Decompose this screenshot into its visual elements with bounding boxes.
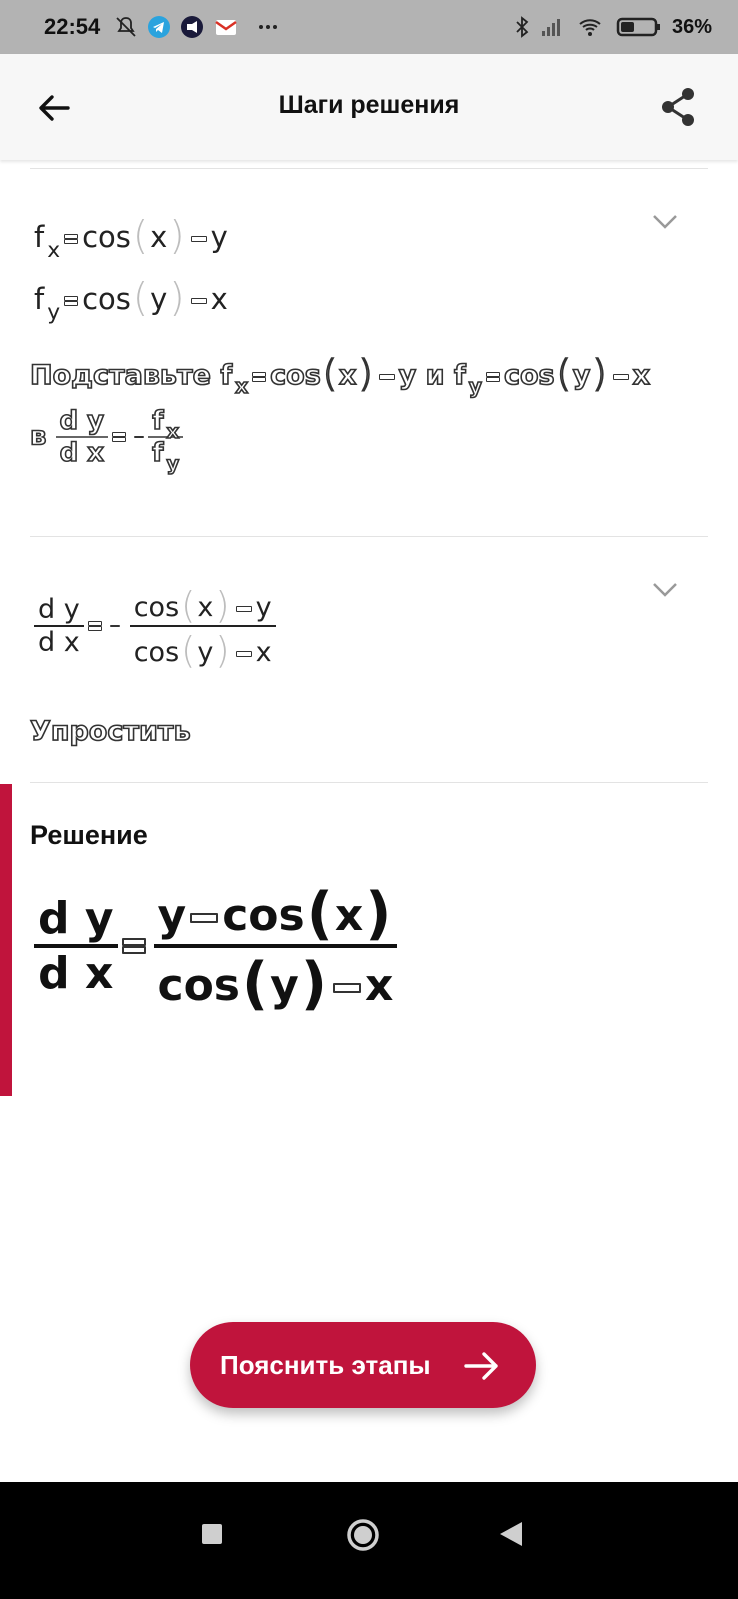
chevron-down-icon[interactable] bbox=[652, 214, 678, 230]
mute-icon bbox=[114, 15, 138, 39]
step-2-instruction: Упростить bbox=[30, 716, 191, 747]
wifi-icon bbox=[578, 15, 602, 39]
equation-fy: f $_y$ cos(y) x bbox=[34, 276, 228, 325]
signal-icon bbox=[540, 15, 564, 39]
system-nav-bar bbox=[0, 1482, 738, 1599]
solution-accent-bar bbox=[0, 784, 12, 1096]
share-icon[interactable] bbox=[658, 86, 698, 128]
step-1-instruction: Подставьте f $_x$ cos(x) y и f $_y$ cos(y) x bbox=[30, 352, 651, 399]
telegram-icon bbox=[147, 15, 171, 39]
step-2-equation: $\frac{\text{d y}}{\text{d x}}$ $\frac{\cos(x) y}{\cos(y) x}$ bbox=[34, 582, 276, 670]
back-triangle-icon[interactable] bbox=[498, 1520, 524, 1548]
explain-steps-label: Пояснить этапы bbox=[220, 1350, 431, 1380]
solution-equation: $\frac{\text{d y}}{\text{d x}}$ $\frac{\text{y cos(x)}}{\cos(y) x}$ bbox=[34, 878, 397, 1014]
battery-icon bbox=[616, 15, 662, 39]
divider bbox=[30, 168, 708, 169]
notification-app-icon bbox=[180, 15, 204, 39]
chevron-down-icon[interactable] bbox=[652, 582, 678, 598]
page-title: Шаги решения bbox=[278, 91, 460, 119]
gmail-icon bbox=[214, 15, 238, 39]
app-bar bbox=[0, 54, 738, 160]
solution-title: Решение bbox=[30, 820, 148, 850]
recents-icon[interactable] bbox=[200, 1522, 224, 1546]
more-dots-icon bbox=[256, 15, 280, 39]
bluetooth-icon bbox=[510, 15, 534, 39]
equation-fx: f $_x$ cos(x) y bbox=[34, 214, 228, 263]
arrow-right-icon bbox=[462, 1346, 502, 1386]
home-icon[interactable] bbox=[346, 1518, 380, 1552]
divider bbox=[30, 782, 708, 783]
status-bar bbox=[0, 0, 738, 54]
status-time: 22:54 bbox=[44, 14, 101, 39]
battery-percent: 36% bbox=[672, 16, 713, 38]
explain-steps-button[interactable] bbox=[190, 1322, 536, 1408]
step-1-formula: в $\frac{\text{d y}}{\text{d x}}$ $\frac{f _x}{f _y}$ bbox=[30, 406, 183, 468]
divider bbox=[30, 536, 708, 537]
